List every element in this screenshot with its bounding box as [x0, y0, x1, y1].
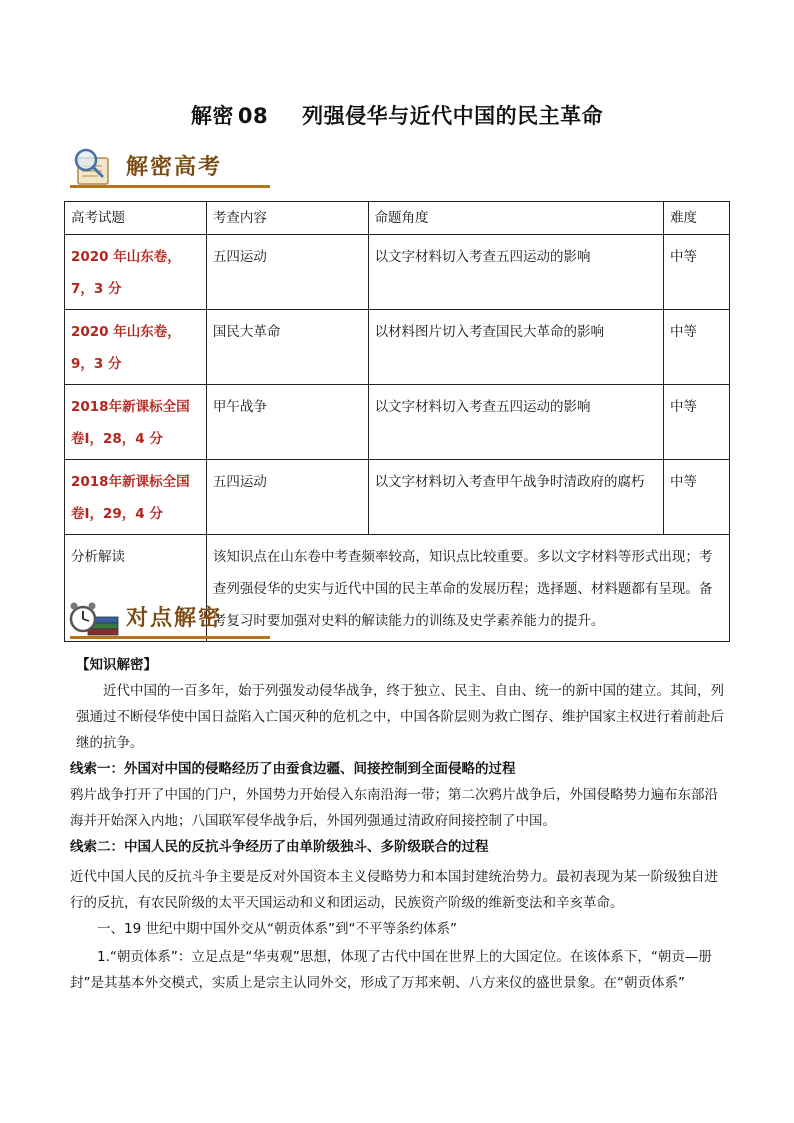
- table-row: [65, 310, 730, 385]
- content-cell: 五四运动: [206, 235, 368, 310]
- clue-one-text: 鸦片战争打开了中国的门户，外国势力开始侵入东南沿海一带；第二次鸦片战争后，外国侵略势力遍布东部沿海并开始深入内地；八国联军侵华战争后，外国列强通过清政府间接控制了中国。: [70, 787, 718, 829]
- exam-table: [64, 201, 730, 642]
- point-one-text: 1.“朝贡体系”：立足点是“华夷观”思想，体现了古代中国在世界上的大国定位。在该体系下，“朝贡—册封”是其基本外交模式，实质上是宗主认同外交，形成了万邦来朝、八方来仪的盛世景象。在“朝贡体系”: [70, 949, 712, 991]
- banner-label: 对点解密: [126, 605, 223, 631]
- exam-cell: 2018年新课标全国卷Ⅰ，28，4 分: [65, 385, 207, 460]
- table-row: [65, 235, 730, 310]
- content-cell: 五四运动: [206, 460, 368, 535]
- title-main: 列强侵华与近代中国的民主革命: [302, 104, 604, 128]
- banner-point-decode: [66, 597, 270, 641]
- analysis-text: 该知识点在山东卷中考查频率较高，知识点比较重要。多以文字材料等形式出现；考查列强侵华的史实与近代中国的民主革命的发展历程；选择题、材料题都有呈现。备考复习时要加强对史料的解读能力的训练及史学素养能力的提升。: [206, 535, 729, 642]
- level-cell: 中等: [664, 385, 730, 460]
- exam-cell: 2018年新课标全国卷Ⅰ，29，4 分: [65, 460, 207, 535]
- table-row: [65, 460, 730, 535]
- exam-cell: 2020 年山东卷，9，3 分: [65, 310, 207, 385]
- level-cell: 中等: [664, 310, 730, 385]
- title-number: 08: [237, 104, 269, 128]
- content-cell: 甲午战争: [206, 385, 368, 460]
- header-cell: 难度: [664, 202, 730, 235]
- page-title: [0, 100, 794, 130]
- banner-underline: [70, 636, 270, 639]
- analysis-label: 分析解读: [65, 535, 207, 642]
- angle-cell: 以文字材料切入考查五四运动的影响: [368, 235, 663, 310]
- header-cell: 命题角度: [368, 202, 663, 235]
- exam-cell: 2020 年山东卷，7，3 分: [65, 235, 207, 310]
- header-cell: 高考试题: [65, 202, 207, 235]
- banner-exam-decode: [66, 146, 270, 190]
- angle-cell: 以文字材料切入考查甲午战争时清政府的腐朽: [368, 460, 663, 535]
- clue-two-text: 近代中国人民的反抗斗争主要是反对外国资本主义侵略势力和本国封建统治势力。最初表现为某一阶级独自进行的反抗，有农民阶级的太平天国运动和义和团运动，民族资产阶级的维新变法和辛亥革命。: [70, 869, 718, 911]
- magnifier-document-icon: [68, 146, 120, 188]
- clue-one-title: 线索一：外国对中国的侵略经历了由蚕食边疆、间接控制到全面侵略的过程: [70, 761, 516, 777]
- table-header-row: [65, 202, 730, 235]
- section-heading: 【知识解密】: [76, 657, 157, 673]
- clue-two-title: 线索二：中国人民的反抗斗争经历了由单阶级独斗、多阶级联合的过程: [70, 839, 489, 855]
- header-cell: 考查内容: [206, 202, 368, 235]
- knowledge-section: [70, 652, 726, 996]
- subsection-heading: 一、19 世纪中期中国外交从“朝贡体系”到“不平等条约体系”: [97, 921, 457, 937]
- intro-paragraph: 近代中国的一百多年，始于列强发动侵华战争，终于独立、民主、自由、统一的新中国的建立。其间，列强通过不断侵华使中国日益陷入亡国灭种的危机之中，中国各阶层则为救亡图存、维护国家主权进行着前赴后继的抗争。: [76, 683, 724, 751]
- clock-books-icon: [68, 597, 120, 639]
- banner-underline: [70, 185, 270, 188]
- level-cell: 中等: [664, 235, 730, 310]
- table-row: [65, 385, 730, 460]
- angle-cell: 以文字材料切入考查五四运动的影响: [368, 385, 663, 460]
- title-prefix: 解密: [190, 104, 234, 128]
- content-cell: 国民大革命: [206, 310, 368, 385]
- angle-cell: 以材料图片切入考查国民大革命的影响: [368, 310, 663, 385]
- banner-label: 解密高考: [126, 154, 223, 180]
- level-cell: 中等: [664, 460, 730, 535]
